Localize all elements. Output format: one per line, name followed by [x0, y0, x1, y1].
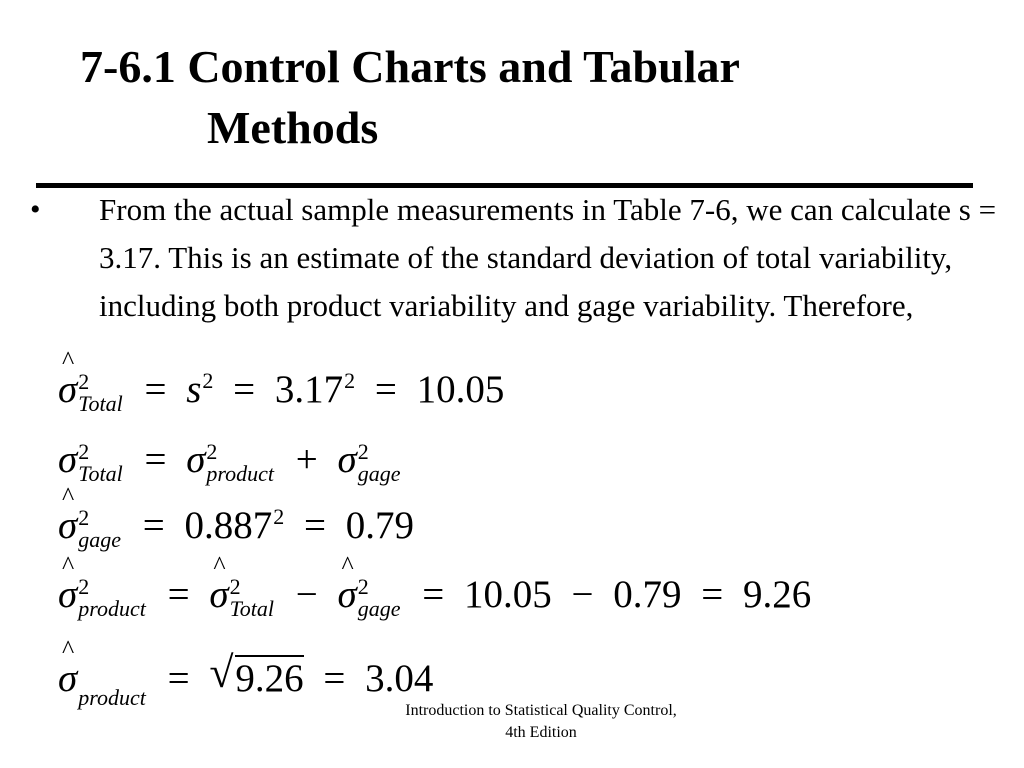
- minus-sign: −: [571, 573, 594, 616]
- plus-sign: +: [295, 438, 318, 481]
- result-value: 10.05: [416, 368, 505, 411]
- radical-sign: √: [209, 648, 234, 697]
- footer-line-2: 4th Edition: [505, 724, 577, 741]
- superscript: 2: [344, 368, 356, 393]
- sigma-hat-symbol: ^ σ: [58, 659, 77, 698]
- superscript: 2: [357, 439, 369, 465]
- value: 3.17: [274, 368, 344, 411]
- superscript: 2: [78, 505, 90, 531]
- equation-product-variance-estimate: [58, 575, 811, 620]
- slide-title-line-1: 7-6.1 Control Charts and Tabular: [80, 41, 740, 92]
- equals-sign: =: [142, 504, 165, 547]
- equals-sign: =: [167, 657, 190, 700]
- subscript-gage: gage: [357, 461, 401, 487]
- result-value: 3.04: [365, 657, 434, 700]
- sigma-hat-symbol: ^ σ: [58, 506, 77, 545]
- slide-footer: [360, 700, 722, 744]
- sigma-hat-symbol: ^ σ: [58, 370, 77, 409]
- bullet-text: From the actual sample measurements in Table 7-6, we can calculate s = 3.17. This is an estimate of the standard deviation of total variability, including both product variability and gage variability. Therefore,: [99, 192, 997, 323]
- sigma-hat-symbol: ^ σ: [58, 575, 77, 614]
- superscript: 2: [206, 439, 218, 465]
- subscript-product: product: [206, 461, 275, 487]
- superscript: 2: [78, 369, 90, 395]
- value: 0.887: [184, 504, 273, 547]
- subscript-gage: gage: [357, 596, 401, 622]
- superscript: 2: [357, 574, 369, 600]
- sigma-hat-symbol: ^ σ: [338, 575, 357, 614]
- subscript-total: Total: [78, 391, 123, 417]
- equals-sign: =: [374, 368, 397, 411]
- equals-sign: =: [304, 504, 326, 547]
- sigma-symbol: σ: [58, 438, 78, 481]
- equals-sign: =: [144, 438, 167, 481]
- superscript: 2: [202, 368, 214, 393]
- equation-gage-variance-estimate: [58, 506, 414, 551]
- value: 0.79: [613, 573, 682, 616]
- radicand: 9.26: [235, 657, 304, 700]
- square-root: [209, 648, 304, 700]
- superscript: 2: [273, 504, 285, 529]
- equals-sign: =: [167, 573, 190, 616]
- sigma-hat-symbol: ^ σ: [209, 575, 228, 614]
- sigma-symbol: σ: [186, 438, 206, 481]
- subscript-product: product: [78, 685, 146, 710]
- equals-sign: =: [422, 573, 445, 616]
- superscript: 2: [229, 574, 241, 600]
- equals-sign: =: [144, 368, 167, 411]
- equation-variance-decomposition: [58, 440, 403, 485]
- equals-sign: =: [323, 657, 346, 700]
- superscript: 2: [78, 439, 90, 465]
- value: 10.05: [464, 573, 552, 616]
- superscript: 2: [78, 574, 90, 600]
- equation-total-variance-estimate: [58, 370, 504, 415]
- equals-sign: =: [701, 573, 724, 616]
- subscript-product: product: [78, 596, 146, 622]
- subscript-total: Total: [78, 461, 123, 487]
- footer-line-1: Introduction to Statistical Quality Control,: [405, 702, 677, 719]
- result-value: 9.26: [743, 573, 812, 616]
- subscript-total: Total: [229, 596, 275, 622]
- variable-s: s: [186, 368, 202, 411]
- slide-title: [80, 36, 740, 158]
- sigma-symbol: σ: [337, 438, 357, 481]
- subscript-gage: gage: [78, 527, 121, 553]
- result-value: 0.79: [345, 504, 414, 547]
- slide-title-line-2: Methods: [207, 102, 379, 153]
- equals-sign: =: [233, 368, 256, 411]
- bullet-marker: •: [30, 193, 41, 226]
- minus-sign: −: [295, 573, 318, 616]
